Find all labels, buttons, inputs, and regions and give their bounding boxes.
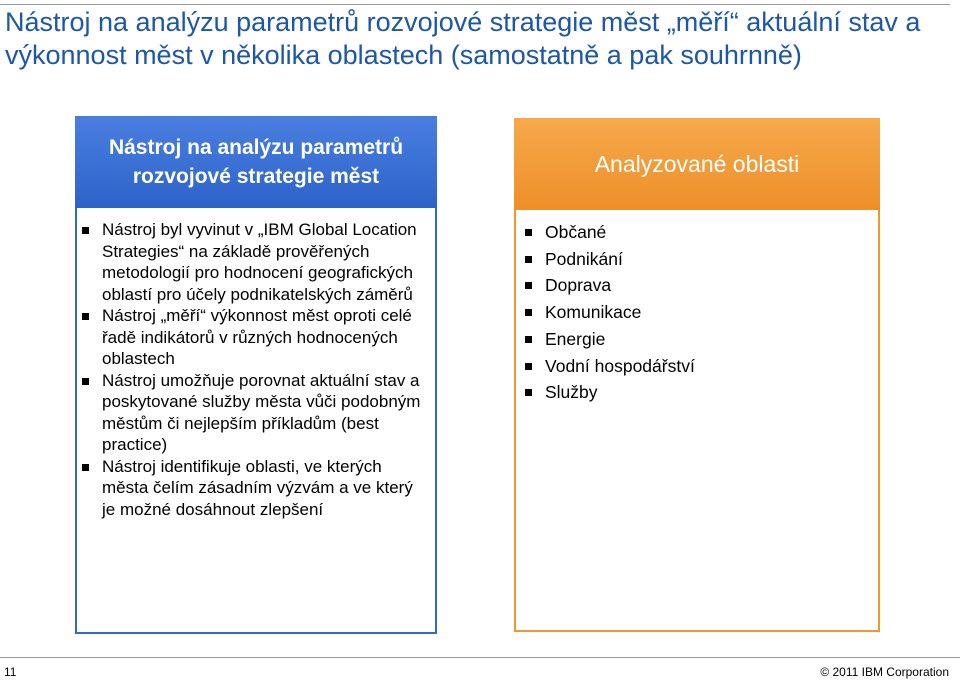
slide-title: Nástroj na analýzu parametrů rozvojové strategie měst „měří“ aktuální stav a výkonnost měst v několika oblastech (samostatně a pak souhrnně) xyxy=(5,7,921,70)
areas-list xyxy=(545,219,865,406)
tool-bullet: Nástroj „měří“ výkonnost měst oproti celé řadě indikátorů v různých hodnocených oblastech xyxy=(102,305,427,370)
page-number: 11 xyxy=(4,665,17,679)
title-divider xyxy=(0,4,950,5)
area-item: Doprava xyxy=(545,272,865,299)
tool-bullet: Nástroj umožňuje porovnat aktuální stav a poskytované služby města vůči podobným městům či nejlepším příkladům (best practice) xyxy=(102,370,427,456)
footer-divider xyxy=(0,657,960,658)
tool-bullet: Nástroj identifikuje oblasti, ve kterých města čelím zásadním výzvám a ve který je možné dosáhnout zlepšení xyxy=(102,456,427,521)
area-item: Vodní hospodářství xyxy=(545,353,865,380)
areas-panel-body xyxy=(514,210,880,632)
copyright: © 2011 IBM Corporation xyxy=(820,665,949,679)
areas-panel-header: Analyzované oblasti xyxy=(514,118,880,210)
tool-panel-header: Nástroj na analýzu parametrů rozvojové strategie měst xyxy=(75,116,437,208)
area-item: Občané xyxy=(545,219,865,246)
area-item: Služby xyxy=(545,379,865,406)
tool-bullet: Nástroj byl vyvinut v „IBM Global Location Strategies“ na základě prověřených metodologií pro hodnocení geografických oblastí pro účely podnikatelských záměrů xyxy=(102,219,427,305)
area-item: Komunikace xyxy=(545,299,865,326)
tool-panel-body xyxy=(75,208,437,634)
areas-panel xyxy=(514,118,880,632)
area-item: Podnikání xyxy=(545,246,865,273)
tool-panel xyxy=(75,116,437,634)
tool-bullet-list xyxy=(102,219,427,520)
area-item: Energie xyxy=(545,326,865,353)
